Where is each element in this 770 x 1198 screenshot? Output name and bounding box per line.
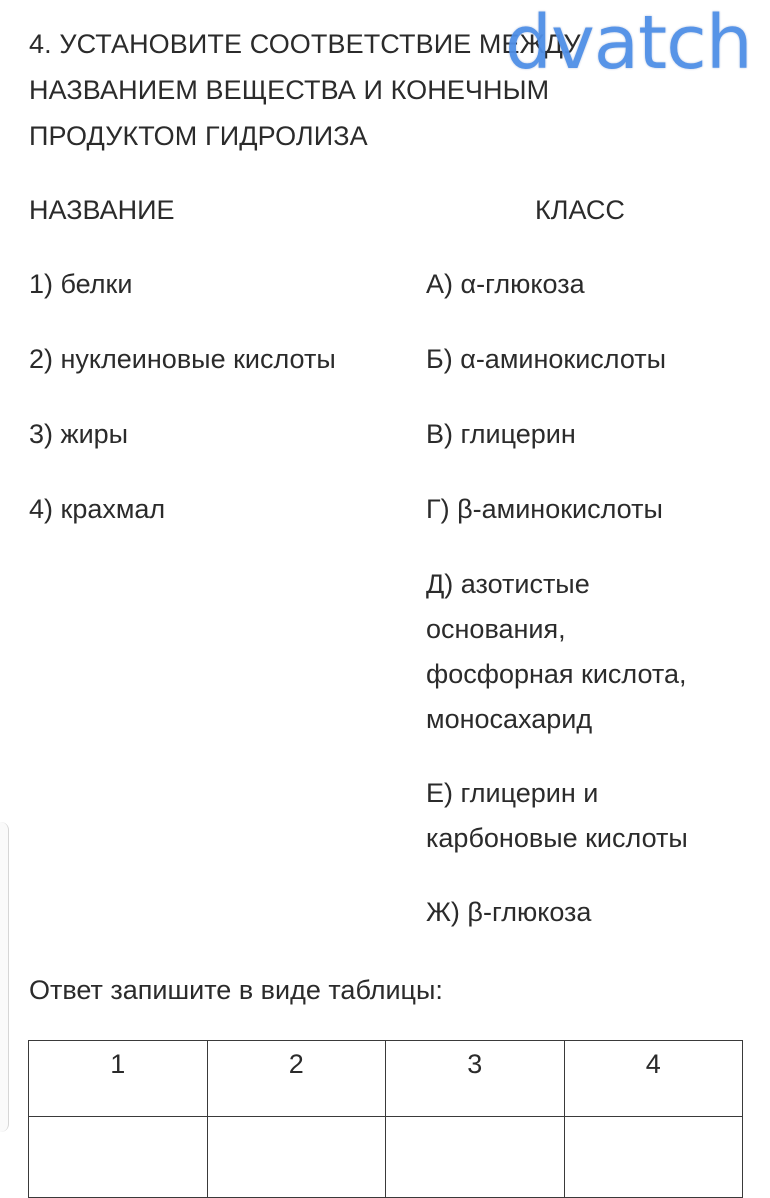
product-line: Б) α-аминокислоты <box>426 344 667 374</box>
answer-header-cell: 1 <box>29 1041 208 1117</box>
product-item-g <box>426 487 663 532</box>
product-line: А) α-глюкоза <box>426 269 585 299</box>
left-column-header: НАЗВАНИЕ <box>29 195 175 225</box>
watermark-logo: dvatch <box>505 0 752 86</box>
answer-header-cell: 3 <box>386 1041 565 1117</box>
answer-table-header-row <box>29 1041 743 1117</box>
answer-input-cell-1[interactable] <box>29 1117 208 1198</box>
product-line: Ж) β-глюкоза <box>426 897 592 927</box>
product-line: карбоновые кислоты <box>426 823 688 853</box>
answer-table-input-row <box>29 1117 743 1198</box>
product-item-e <box>426 771 688 861</box>
product-line: Д) азотистые <box>426 569 590 599</box>
product-line: фосфорная кислота, <box>426 659 687 689</box>
answer-input-cell-2[interactable] <box>207 1117 386 1198</box>
substance-item-3: 3) жиры <box>29 419 129 449</box>
title-line: 4. УСТАНОВИТЕ СООТВЕТСТВИЕ МЕЖДУ <box>29 29 581 59</box>
answer-table <box>28 1040 743 1198</box>
side-panel-edge <box>0 822 9 1132</box>
substance-item-1: 1) белки <box>29 269 133 299</box>
product-line: В) глицерин <box>426 419 576 449</box>
product-line: Г) β-аминокислоты <box>426 494 663 524</box>
product-line: основания, <box>426 614 566 644</box>
title-line: ПРОДУКТОМ ГИДРОЛИЗА <box>29 121 368 151</box>
product-line: Е) глицерин и <box>426 778 599 808</box>
answer-instruction: Ответ запишите в виде таблицы: <box>29 975 443 1005</box>
answer-input-cell-3[interactable] <box>386 1117 565 1198</box>
product-item-a <box>426 262 585 307</box>
substance-item-4: 4) крахмал <box>29 494 166 524</box>
product-item-d <box>426 562 686 742</box>
answer-input-cell-4[interactable] <box>564 1117 743 1198</box>
answer-header-cell: 2 <box>207 1041 386 1117</box>
title-line: НАЗВАНИЕМ ВЕЩЕСТВА И КОНЕЧНЫМ <box>29 75 550 105</box>
product-line: моносахарид <box>426 704 593 734</box>
product-item-b <box>426 337 666 382</box>
right-column-header: КЛАСС <box>535 195 625 225</box>
product-item-v <box>426 412 576 457</box>
product-item-zh <box>426 890 591 935</box>
substance-item-2: 2) нуклеиновые кислоты <box>29 344 336 374</box>
answer-header-cell: 4 <box>564 1041 743 1117</box>
